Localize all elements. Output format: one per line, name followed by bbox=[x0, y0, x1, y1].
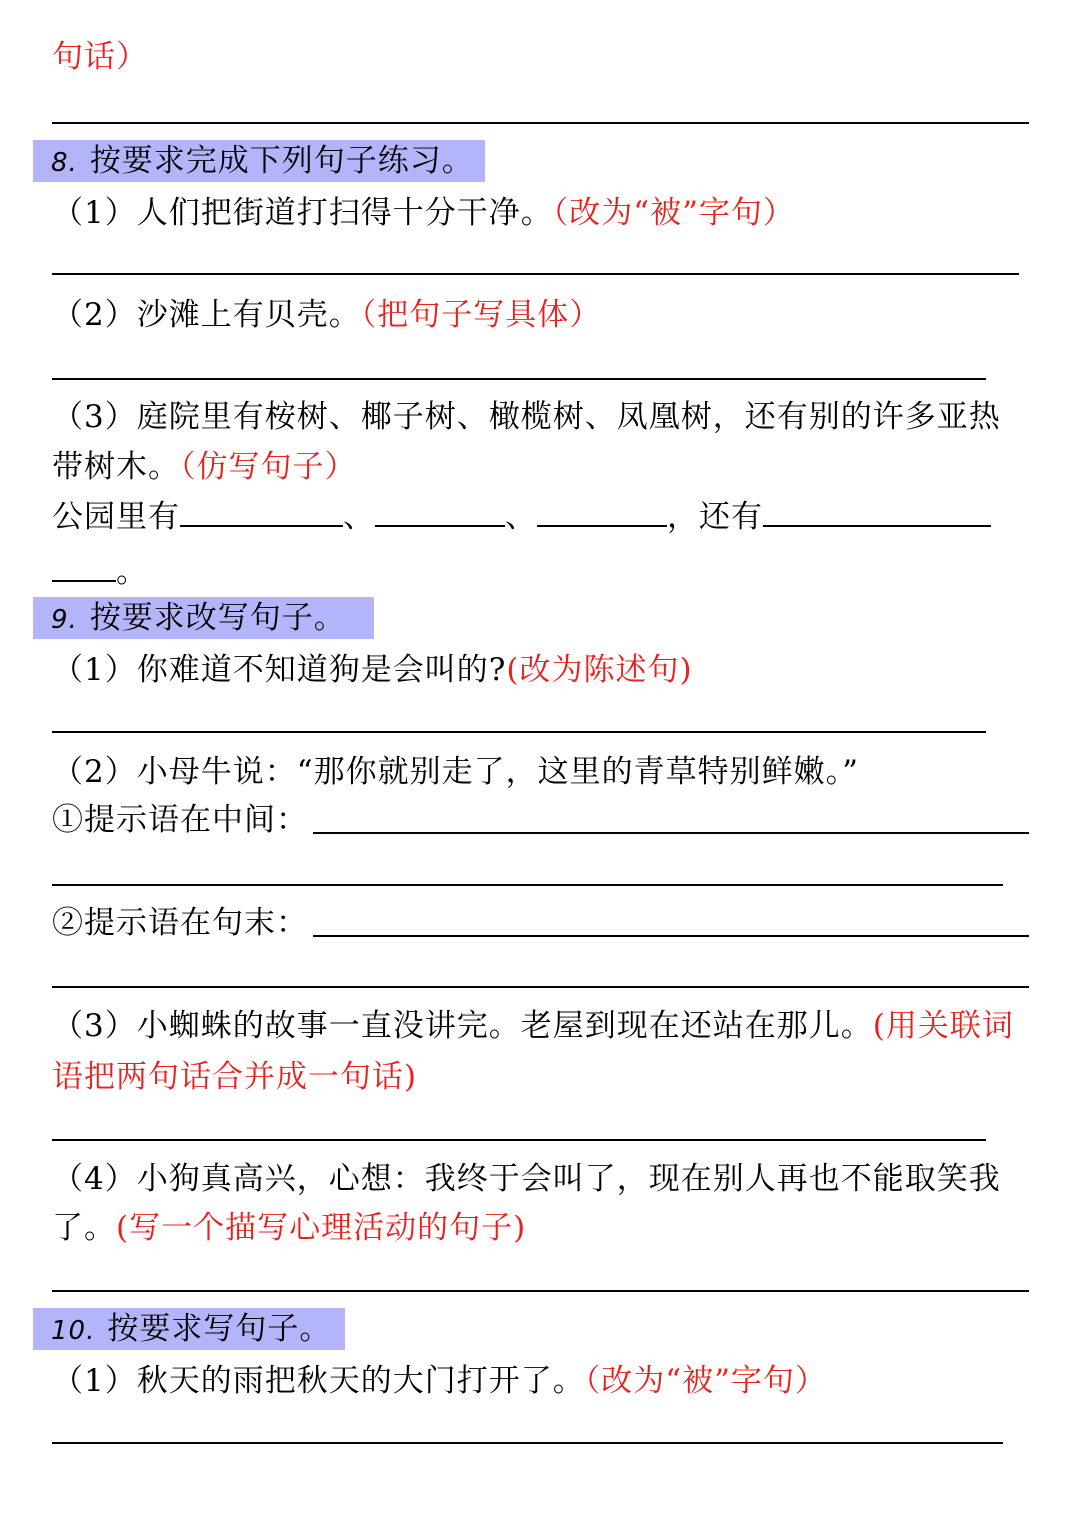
item-text: 了。 bbox=[52, 1210, 116, 1246]
item-label: （2） bbox=[52, 297, 137, 333]
item-instruction: (改为陈述句) bbox=[506, 652, 693, 688]
fill-prefix: 公园里有 bbox=[52, 499, 180, 535]
answer-line bbox=[52, 122, 1029, 124]
item-text: 秋天的雨把秋天的大门打开了。 bbox=[136, 1363, 585, 1399]
question-title: 按要求完成下列句子练习。 bbox=[89, 143, 474, 179]
q9-item-3-line2: 语把两句话合并成一句话) bbox=[52, 1059, 418, 1095]
item-text: 小狗真高兴，心想：我终于会叫了，现在别人再也不能取笑我 bbox=[136, 1161, 1001, 1197]
q8-fill-in-line-end bbox=[52, 550, 148, 592]
item-label: （3） bbox=[52, 1008, 137, 1044]
question-8-heading bbox=[33, 140, 485, 182]
item-instruction: (写一个描写心理活动的句子) bbox=[116, 1210, 527, 1246]
q8-item-3-line1 bbox=[52, 397, 1001, 437]
answer-line bbox=[52, 378, 986, 380]
answer-line bbox=[52, 986, 1029, 988]
fill-separator: 、 bbox=[505, 499, 537, 535]
item-text: 小蜘蛛的故事一直没讲完。老屋到现在还站在那儿。 bbox=[136, 1008, 873, 1044]
question-number: 8. bbox=[51, 148, 78, 178]
fill-separator: ，还有 bbox=[667, 499, 763, 535]
item-instruction: (用关联词 bbox=[872, 1008, 1014, 1044]
fill-blank-2[interactable] bbox=[375, 495, 505, 527]
answer-line bbox=[52, 884, 1003, 886]
sub-label: ②提示语在句末： bbox=[52, 905, 308, 941]
answer-line bbox=[313, 935, 1029, 937]
q9-item-4-line1 bbox=[52, 1159, 1001, 1199]
item-instruction: （把句子写具体） bbox=[360, 297, 602, 333]
answer-line bbox=[52, 273, 1019, 275]
question-number: 10. bbox=[51, 1316, 96, 1346]
answer-line bbox=[313, 832, 1029, 834]
item-text: 小母牛说：“那你就别走了，这里的青草特别鲜嫩。” bbox=[136, 754, 859, 790]
item-text: 你难道不知道狗是会叫的? bbox=[136, 652, 507, 688]
q8-item-3-line2 bbox=[52, 447, 357, 487]
fill-blank-4[interactable] bbox=[763, 495, 991, 527]
answer-line bbox=[52, 1442, 1003, 1444]
fill-blank-4-continued[interactable] bbox=[52, 550, 116, 582]
item-instruction: （改为“被”字句） bbox=[552, 195, 795, 231]
item-label: （1） bbox=[52, 1363, 137, 1399]
question-9-heading bbox=[33, 597, 374, 639]
answer-line bbox=[52, 1290, 1029, 1292]
item-label: （2） bbox=[52, 754, 137, 790]
question-title: 按要求改写句子。 bbox=[89, 600, 346, 636]
item-text: 带树木。 bbox=[52, 449, 180, 485]
q8-fill-in-line bbox=[52, 495, 991, 537]
q10-item-1 bbox=[52, 1361, 827, 1401]
q9-item-4-line2 bbox=[52, 1208, 526, 1248]
item-instruction: （改为“被”字句） bbox=[584, 1363, 827, 1399]
question-number: 9. bbox=[51, 605, 78, 635]
item-label: （3） bbox=[52, 399, 137, 435]
fill-blank-3[interactable] bbox=[537, 495, 667, 527]
q9-item-1 bbox=[52, 650, 693, 690]
answer-line bbox=[52, 731, 986, 733]
item-instruction: （仿写句子） bbox=[180, 449, 357, 485]
item-label: （1） bbox=[52, 195, 137, 231]
item-text: 沙滩上有贝壳。 bbox=[136, 297, 361, 333]
q9-item-3-line1 bbox=[52, 1006, 1014, 1046]
fill-blank-1[interactable] bbox=[180, 495, 343, 527]
q8-item-2 bbox=[52, 295, 601, 335]
item-text: 庭院里有桉树、椰子树、橄榄树、凤凰树，还有别的许多亚热 bbox=[136, 399, 1001, 435]
q9-sub-1 bbox=[52, 800, 308, 840]
item-text: 人们把街道打扫得十分干净。 bbox=[136, 195, 553, 231]
item-label: （1） bbox=[52, 652, 137, 688]
fill-end: 。 bbox=[116, 554, 148, 590]
q8-item-1 bbox=[52, 193, 795, 233]
question-10-heading bbox=[33, 1308, 345, 1350]
question-title: 按要求写句子。 bbox=[107, 1311, 332, 1347]
prev-question-fragment: 句话） bbox=[52, 39, 148, 75]
sub-label: ①提示语在中间： bbox=[52, 802, 308, 838]
fill-separator: 、 bbox=[343, 499, 375, 535]
answer-line bbox=[52, 1139, 986, 1141]
q9-item-2 bbox=[52, 752, 859, 792]
item-label: （4） bbox=[52, 1161, 137, 1197]
q9-sub-2 bbox=[52, 903, 308, 943]
